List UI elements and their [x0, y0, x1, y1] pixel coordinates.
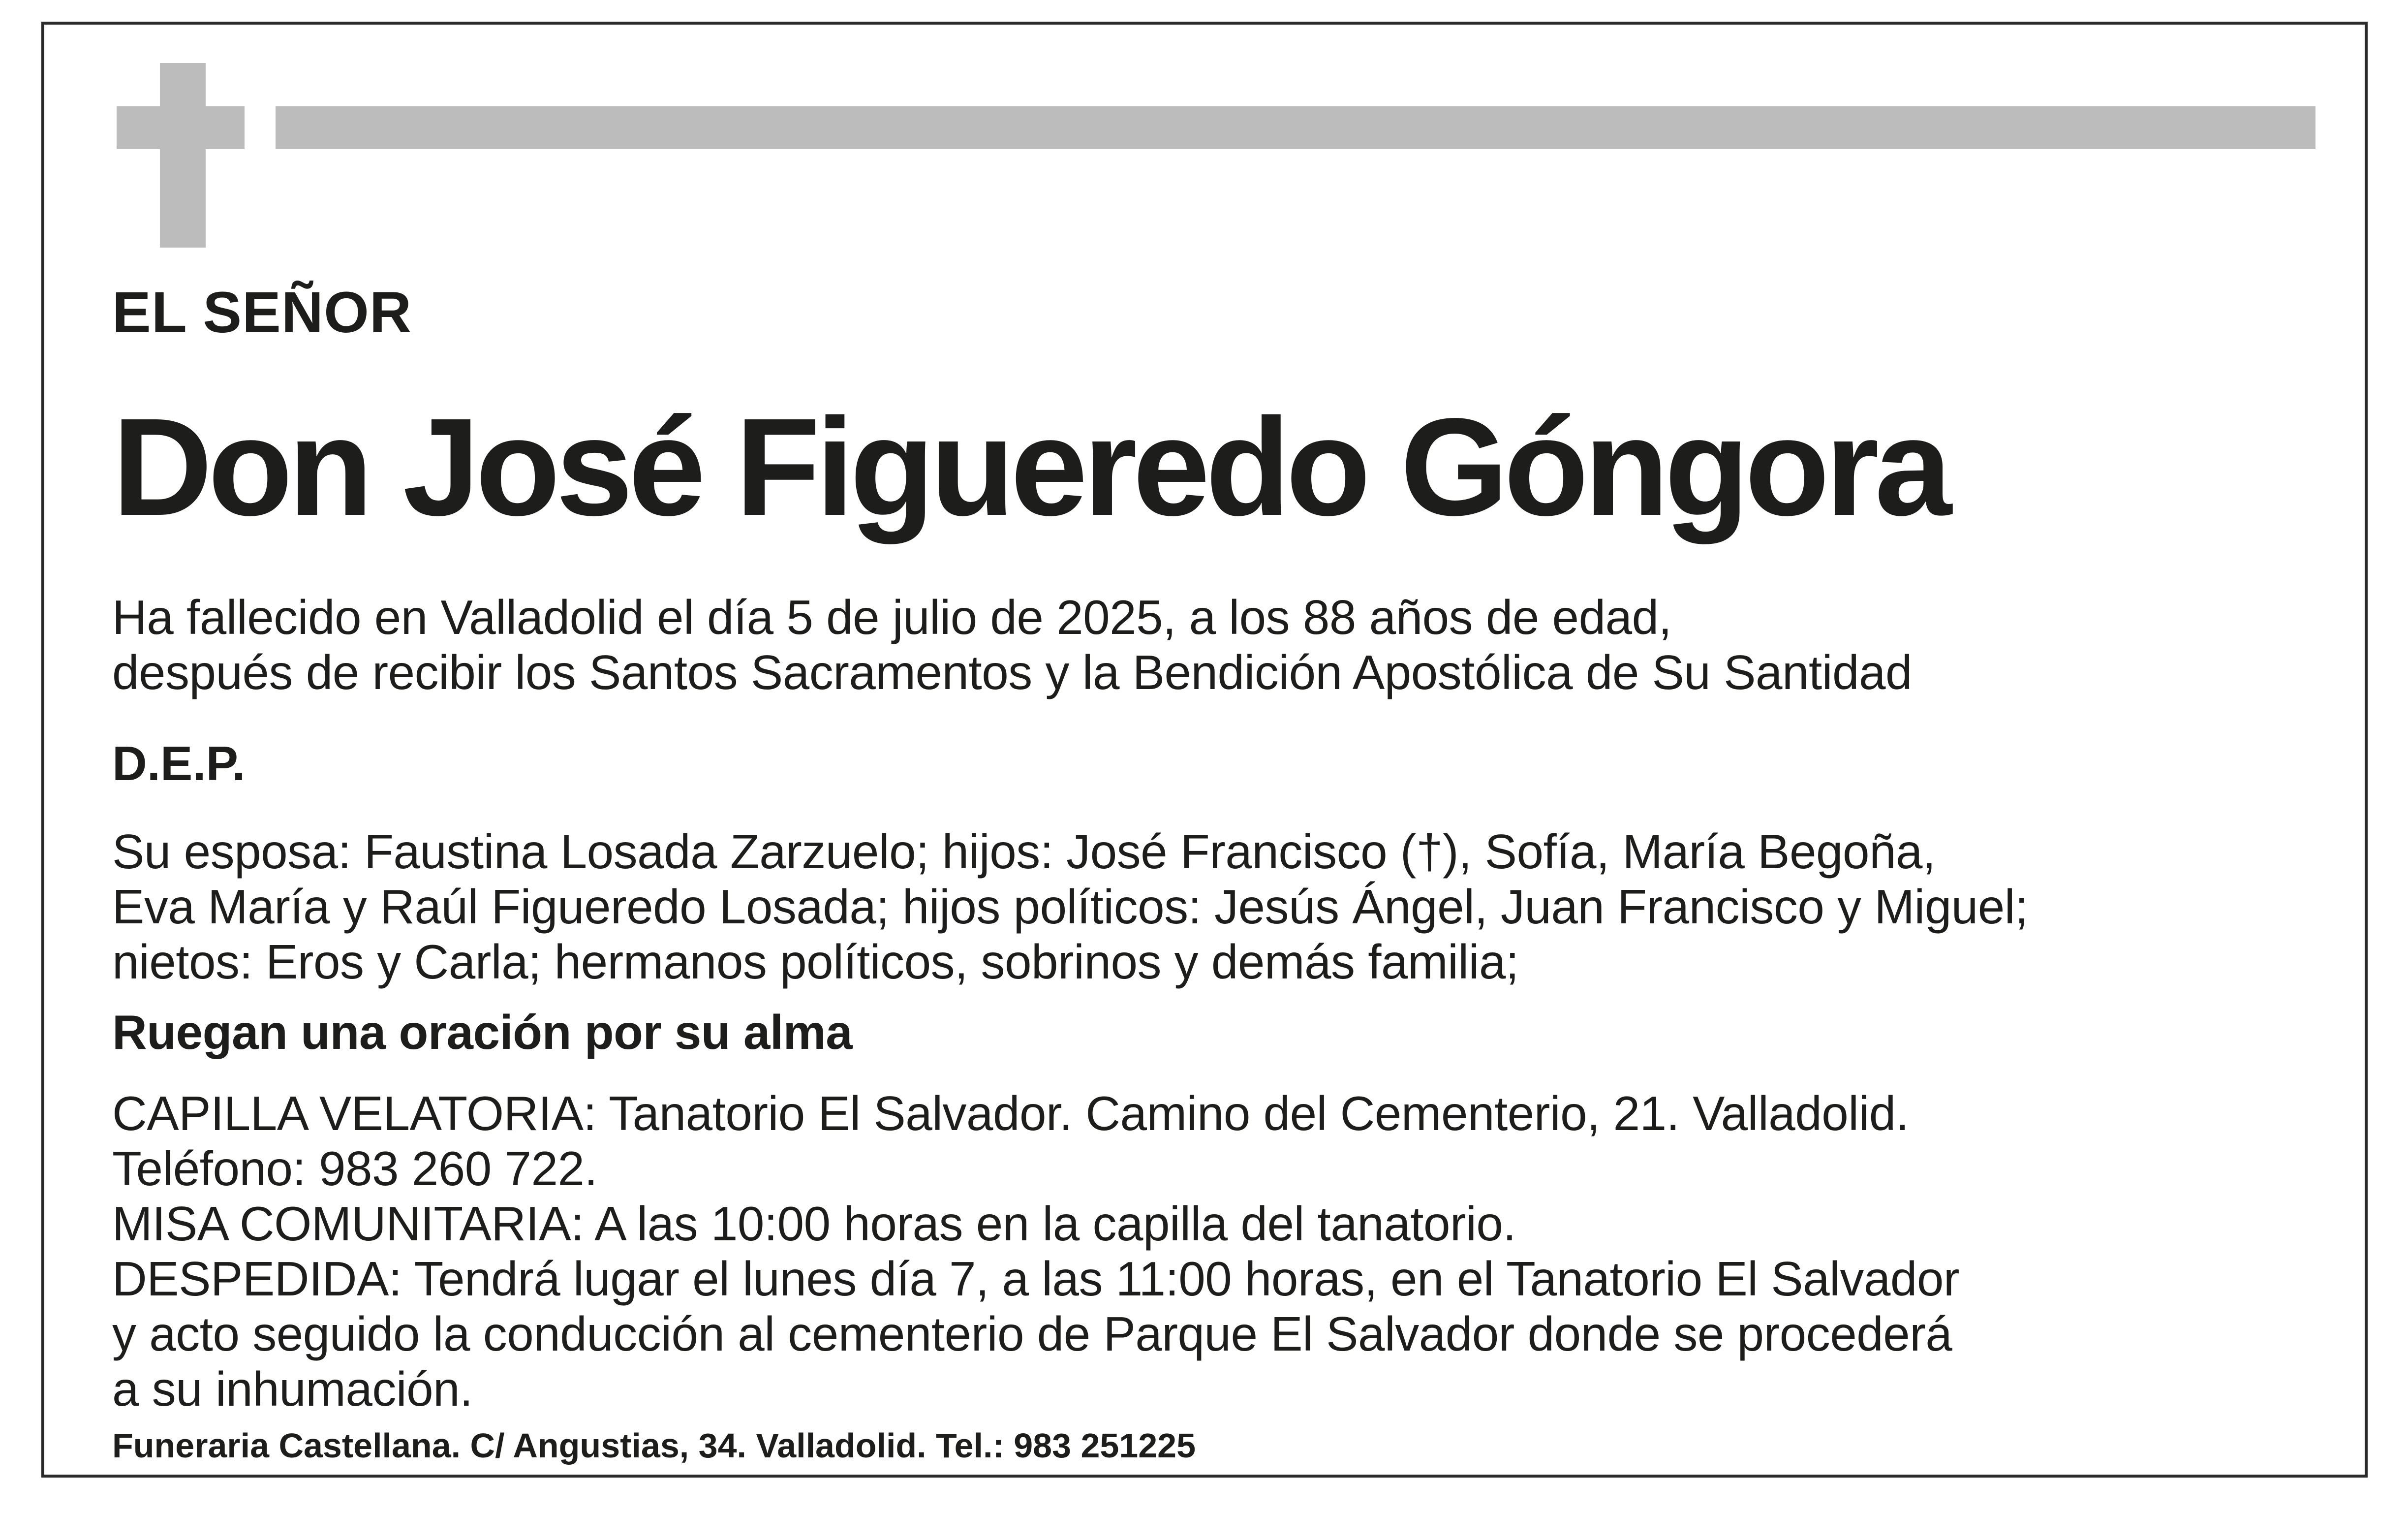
- cross-horizontal-bar: [117, 106, 245, 149]
- family-line: Eva María y Raúl Figueredo Losada; hijos políticos: Jesús Ángel, Juan Francisco y Miguel;: [112, 880, 2028, 934]
- family-list: [112, 824, 2028, 989]
- announcement-line: Ha fallecido en Valladolid el día 5 de julio de 2025, a los 88 años de edad,: [112, 590, 1672, 644]
- prayer-request: Ruegan una oración por su alma: [112, 1005, 853, 1059]
- cross-vertical-bar: [160, 63, 206, 248]
- service-line: y acto seguido la conducción al cementerio de Parque El Salvador donde se procederá: [112, 1307, 1952, 1361]
- service-line: DESPEDIDA: Tendrá lugar el lunes día 7, a las 11:00 horas, en el Tanatorio El Salvador: [112, 1252, 1960, 1306]
- header-rule: [276, 106, 2315, 149]
- announcement-line: después de recibir los Santos Sacramentos y la Bendición Apostólica de Su Santidad: [112, 645, 1913, 699]
- service-details: [112, 1086, 1959, 1417]
- death-announcement: [112, 590, 1912, 700]
- funeral-home-info: Funeraria Castellana. C/ Angustias, 34. Valladolid. Tel.: 983 251225: [112, 1426, 1196, 1465]
- deceased-name: Don José Figueredo Góngora: [112, 389, 1947, 544]
- service-line: Teléfono: 983 260 722.: [112, 1141, 598, 1196]
- honorific-title: EL SEÑOR: [112, 280, 412, 345]
- service-line: CAPILLA VELATORIA: Tanatorio El Salvador. Camino del Cementerio, 21. Valladolid.: [112, 1086, 1909, 1140]
- service-line: MISA COMUNITARIA: A las 10:00 horas en la capilla del tanatorio.: [112, 1197, 1516, 1251]
- family-line: nietos: Eros y Carla; hermanos políticos, sobrinos y demás familia;: [112, 935, 1519, 989]
- family-line: Su esposa: Faustina Losada Zarzuelo; hijos: José Francisco (†), Sofía, María Begoña,: [112, 824, 1936, 879]
- service-line: a su inhumación.: [112, 1362, 473, 1416]
- dep-label: D.E.P.: [112, 736, 246, 790]
